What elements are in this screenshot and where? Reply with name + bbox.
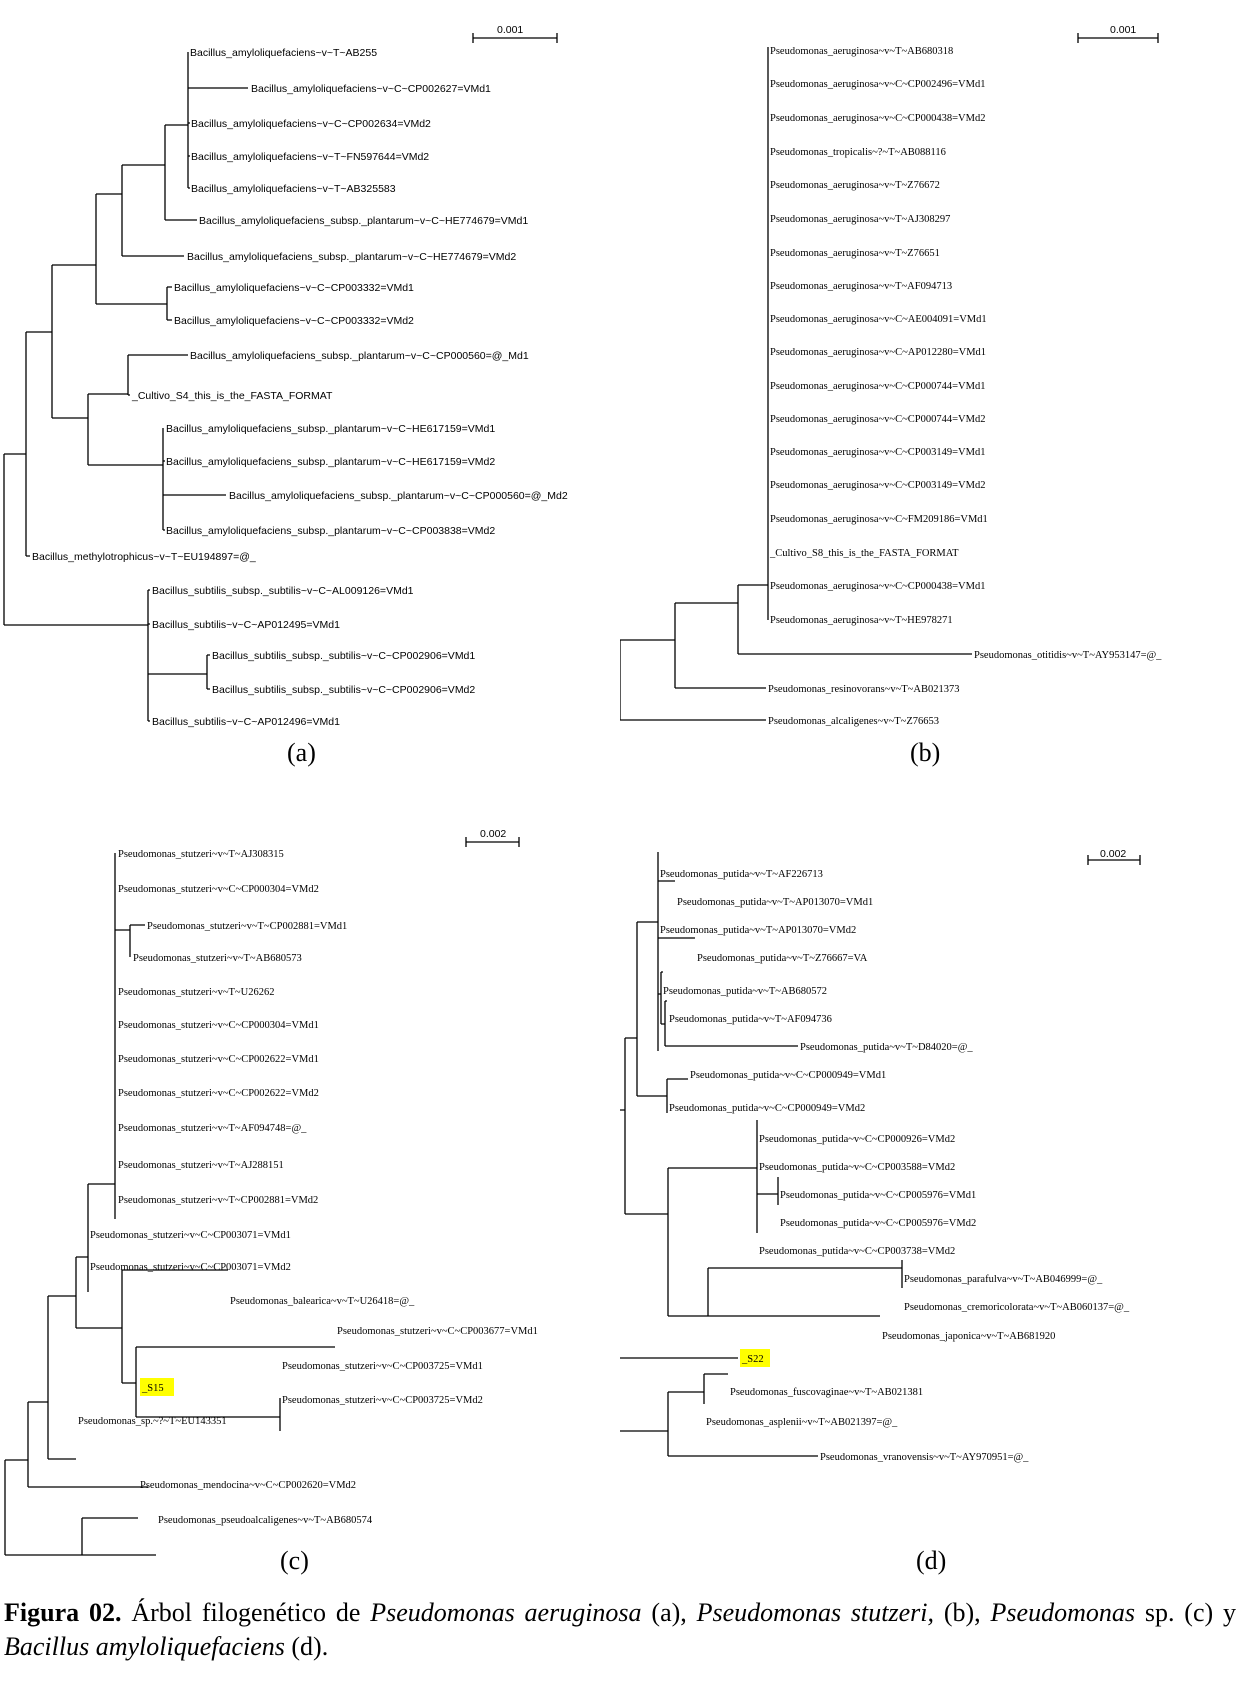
tree-panel-d xyxy=(620,820,1240,1596)
leaf-label: Bacillus_amyloliquefaciens~v~T~AB325583 xyxy=(191,183,396,195)
leaf-labels-c xyxy=(78,849,538,1526)
leaf-label: Pseudomonas_aeruginosa~v~C~CP003149=VMd1 xyxy=(770,447,986,458)
caption-species: Pseudomonas aeruginosa xyxy=(370,1598,642,1627)
leaf-label: Pseudomonas_putida~v~C~CP003588=VMd2 xyxy=(759,1162,956,1173)
leaf-label: Pseudomonas_putida~v~T~AF226713 xyxy=(660,869,823,880)
leaf-label: Pseudomonas_stutzeri~v~C~CP000304=VMd2 xyxy=(118,884,319,895)
leaf-label: Pseudomonas_aeruginosa~v~C~CP002496=VMd1 xyxy=(770,79,986,90)
leaf-label: _S22 xyxy=(742,1354,764,1365)
leaf-label: Pseudomonas_stutzeri~v~T~AF094748=@_ xyxy=(118,1123,307,1134)
leaf-label: Pseudomonas_aeruginosa~v~C~CP003149=VMd2 xyxy=(770,480,986,491)
leaf-label: _Cultivo_S8_this_is_the_FASTA_FORMAT xyxy=(770,548,959,559)
leaf-labels-b xyxy=(768,46,1162,727)
figure-caption xyxy=(4,1596,1236,1664)
leaf-label: Bacillus_subtilis_subsp._subtilis~v~C~CP002906=VMd1 xyxy=(212,650,476,662)
leaf-label: Pseudomonas_putida~v~C~CP005976=VMd2 xyxy=(780,1218,977,1229)
leaf-label: Pseudomonas_putida~v~C~CP003738=VMd2 xyxy=(759,1246,956,1257)
leaf-label: Pseudomonas_stutzeri~v~C~CP002622=VMd2 xyxy=(118,1088,319,1099)
leaf-label: _Cultivo_S4_this_is_the_FASTA_FORMAT xyxy=(132,390,333,402)
leaf-label: Pseudomonas_balearica~v~T~U26418=@_ xyxy=(230,1296,415,1307)
leaf-label: Pseudomonas_stutzeri~v~T~AJ308315 xyxy=(118,849,284,860)
leaf-label: Bacillus_subtilis~v~C~AP012496=VMd1 xyxy=(152,716,340,728)
leaf-label: Pseudomonas_aeruginosa~v~C~CP000438=VMd1 xyxy=(770,581,986,592)
scale-bar-label-d: 0.002 xyxy=(1100,848,1127,860)
caption-text: (a), xyxy=(641,1598,697,1627)
leaf-labels-d xyxy=(660,869,1130,1463)
leaf-label: Pseudomonas_aeruginosa~v~T~Z76651 xyxy=(770,248,940,259)
tree-panel-c xyxy=(0,820,620,1596)
leaf-label: Bacillus_subtilis_subsp._subtilis~v~C~CP002906=VMd2 xyxy=(212,684,476,696)
leaf-label: Pseudomonas_cremoricolorata~v~T~AB060137=@_ xyxy=(904,1302,1130,1313)
caption-text: sp. (c) y xyxy=(1134,1598,1237,1627)
leaf-labels-a xyxy=(32,47,568,728)
leaf-label: Bacillus_subtilis~v~C~AP012495=VMd1 xyxy=(152,619,340,631)
leaf-label: Pseudomonas_aeruginosa~v~T~AF094713 xyxy=(770,281,953,292)
leaf-label: Bacillus_amyloliquefaciens_subsp._plantarum~v~C~CP000560=@_Md2 xyxy=(229,490,568,502)
leaf-label: Pseudomonas_stutzeri~v~C~CP003677=VMd1 xyxy=(337,1326,538,1337)
leaf-label: Pseudomonas_putida~v~T~AF094736 xyxy=(669,1014,832,1025)
leaf-label: Pseudomonas_stutzeri~v~C~CP003725=VMd1 xyxy=(282,1361,483,1372)
leaf-label: Bacillus_amyloliquefaciens_subsp._plantarum~v~C~CP000560=@_Md1 xyxy=(190,350,529,362)
leaf-label: Pseudomonas_putida~v~T~AP013070=VMd2 xyxy=(660,925,857,936)
leaf-label: Pseudomonas_parafulva~v~T~AB046999=@_ xyxy=(904,1274,1103,1285)
leaf-label: Pseudomonas_sp.~?~T~EU143351 xyxy=(78,1416,227,1427)
leaf-label: Pseudomonas_aeruginosa~v~T~Z76672 xyxy=(770,180,940,191)
caption-text: Árbol filogenético de xyxy=(121,1598,371,1627)
leaf-label: Pseudomonas_putida~v~C~CP000949=VMd2 xyxy=(669,1103,866,1114)
leaf-label: Bacillus_amyloliquefaciens_subsp._plantarum~v~C~CP003838=VMd2 xyxy=(166,525,496,537)
panel-label-d: (d) xyxy=(916,1546,947,1575)
leaf-label: Bacillus_amyloliquefaciens~v~C~CP003332=VMd1 xyxy=(174,282,414,294)
leaf-label: Bacillus_methylotrophicus~v~T~EU194897=@_ xyxy=(32,551,256,563)
leaf-label: Pseudomonas_resinovorans~v~T~AB021373 xyxy=(768,684,960,695)
scale-bar-label-c: 0.002 xyxy=(480,828,507,840)
caption-species: Pseudomonas xyxy=(990,1598,1135,1627)
leaf-label: Pseudomonas_aeruginosa~v~T~AB680318 xyxy=(770,46,954,57)
caption-text: (b), xyxy=(934,1598,991,1627)
caption-species: Pseudomonas stutzeri, xyxy=(696,1598,934,1627)
leaf-label: Pseudomonas_stutzeri~v~C~CP000304=VMd1 xyxy=(118,1020,319,1031)
leaf-label: Pseudomonas_asplenii~v~T~AB021397=@_ xyxy=(706,1417,898,1428)
panel-label-c: (c) xyxy=(280,1546,309,1575)
leaf-label: Pseudomonas_aeruginosa~v~C~FM209186=VMd1 xyxy=(770,514,988,525)
leaf-label: Pseudomonas_otitidis~v~T~AY953147=@_ xyxy=(974,650,1162,661)
leaf-label: Pseudomonas_fuscovaginae~v~T~AB021381 xyxy=(730,1387,924,1398)
leaf-label: Bacillus_amyloliquefaciens~v~T~AB255 xyxy=(190,47,378,59)
tree-panel-a xyxy=(0,0,620,780)
leaf-label: Pseudomonas_mendocina~v~C~CP002620=VMd2 xyxy=(140,1480,357,1491)
leaf-label: Pseudomonas_stutzeri~v~T~CP002881=VMd1 xyxy=(147,921,348,932)
leaf-label: Bacillus_subtilis_subsp._subtilis~v~C~AL009126=VMd1 xyxy=(152,585,414,597)
tree-branches-a xyxy=(4,33,557,721)
leaf-label: Pseudomonas_putida~v~T~AP013070=VMd1 xyxy=(677,897,874,908)
scale-bar-label-b: 0.001 xyxy=(1110,24,1137,36)
tree-branches-d xyxy=(620,852,1140,1456)
leaf-label: Bacillus_amyloliquefaciens_subsp._plantarum~v~C~HE774679=VMd2 xyxy=(187,251,517,263)
leaf-label: Pseudomonas_stutzeri~v~T~CP002881=VMd2 xyxy=(118,1195,319,1206)
leaf-label: Pseudomonas_aeruginosa~v~T~HE978271 xyxy=(770,615,953,626)
leaf-label: Pseudomonas_aeruginosa~v~T~AJ308297 xyxy=(770,214,951,225)
leaf-label: Pseudomonas_alcaligenes~v~T~Z76653 xyxy=(768,716,940,727)
leaf-label: Bacillus_amyloliquefaciens_subsp._plantarum~v~C~HE617159=VMd2 xyxy=(166,456,496,468)
leaf-label: Bacillus_amyloliquefaciens~v~C~CP002634=VMd2 xyxy=(191,118,431,130)
leaf-label: Pseudomonas_aeruginosa~v~C~CP000744=VMd1 xyxy=(770,381,986,392)
leaf-label: Pseudomonas_putida~v~C~CP000949=VMd1 xyxy=(690,1070,887,1081)
leaf-label: Pseudomonas_tropicalis~?~T~AB088116 xyxy=(770,147,946,158)
caption-species: Bacillus amyloliquefaciens xyxy=(4,1632,285,1661)
leaf-label: Pseudomonas_stutzeri~v~T~AJ288151 xyxy=(118,1160,284,1171)
leaf-label: Pseudomonas_pseudoalcaligenes~v~T~AB680574 xyxy=(158,1515,373,1526)
leaf-label: _S15 xyxy=(142,1383,164,1394)
leaf-label: Pseudomonas_stutzeri~v~C~CP003071=VMd2 xyxy=(90,1262,291,1273)
leaf-label: Pseudomonas_stutzeri~v~T~AB680573 xyxy=(133,953,302,964)
leaf-label: Pseudomonas_stutzeri~v~T~U26262 xyxy=(118,987,275,998)
leaf-label: Pseudomonas_putida~v~T~AB680572 xyxy=(663,986,828,997)
leaf-label: Bacillus_amyloliquefaciens~v~T~FN597644=VMd2 xyxy=(191,151,430,163)
leaf-label: Pseudomonas_putida~v~T~D84020=@_ xyxy=(800,1042,973,1053)
leaf-label: Pseudomonas_aeruginosa~v~C~CP000744=VMd2 xyxy=(770,414,986,425)
leaf-label: Pseudomonas_japonica~v~T~AB681920 xyxy=(882,1331,1056,1342)
leaf-label: Bacillus_amyloliquefaciens_subsp._plantarum~v~C~HE774679=VMd1 xyxy=(199,215,529,227)
leaf-label: Pseudomonas_aeruginosa~v~C~AE004091=VMd1 xyxy=(770,314,987,325)
panel-label-b: (b) xyxy=(910,738,941,767)
tree-panel-b xyxy=(620,0,1240,780)
leaf-label: Pseudomonas_stutzeri~v~C~CP002622=VMd1 xyxy=(118,1054,319,1065)
panel-label-a: (a) xyxy=(287,738,316,767)
leaf-label: Pseudomonas_aeruginosa~v~C~AP012280=VMd1 xyxy=(770,347,987,358)
leaf-label: Pseudomonas_aeruginosa~v~C~CP000438=VMd2 xyxy=(770,113,986,124)
leaf-label: Pseudomonas_vranovensis~v~T~AY970951=@_ xyxy=(820,1452,1029,1463)
caption-text: (d). xyxy=(284,1632,329,1661)
leaf-label: Pseudomonas_stutzeri~v~C~CP003071=VMd1 xyxy=(90,1230,291,1241)
scale-bar-label-a: 0.001 xyxy=(497,24,524,36)
leaf-label: Bacillus_amyloliquefaciens~v~C~CP003332=VMd2 xyxy=(174,315,414,327)
leaf-label: Bacillus_amyloliquefaciens~v~C~CP002627=VMd1 xyxy=(251,83,491,95)
leaf-label: Pseudomonas_stutzeri~v~C~CP003725=VMd2 xyxy=(282,1395,483,1406)
leaf-label: Bacillus_amyloliquefaciens_subsp._plantarum~v~C~HE617159=VMd1 xyxy=(166,423,496,435)
leaf-label: Pseudomonas_putida~v~C~CP005976=VMd1 xyxy=(780,1190,977,1201)
leaf-label: Pseudomonas_putida~v~T~Z76667=VA xyxy=(697,953,868,964)
figure-label: Figura 02. xyxy=(4,1598,122,1627)
leaf-label: Pseudomonas_putida~v~C~CP000926=VMd2 xyxy=(759,1134,956,1145)
